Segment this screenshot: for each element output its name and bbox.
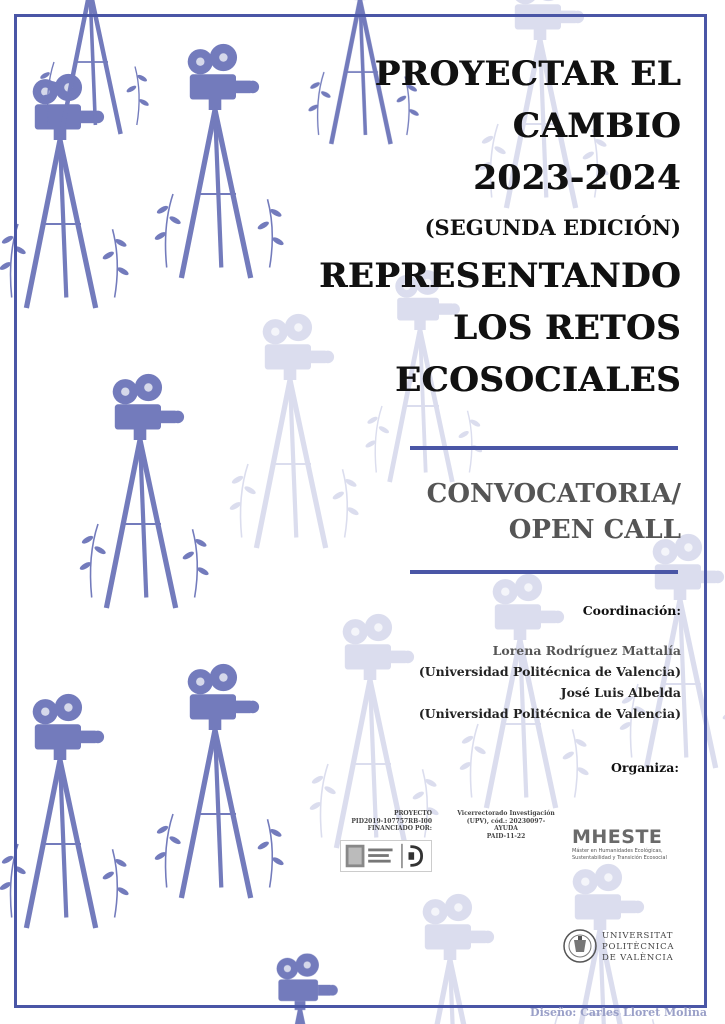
vice-line-1: Vicerrectorado Investigación	[457, 810, 555, 817]
upv-line-2: POLITÈCNICA	[602, 942, 675, 952]
mheste-sub-2: Sustentabilidad y Transición Ecosocial	[572, 854, 667, 861]
subtitle-line-3: ECOSOCIALES	[395, 360, 681, 400]
upv-name	[602, 931, 674, 964]
coordinator-name-2: José Luis Albelda	[560, 685, 681, 700]
edition-label: (SEGUNDA EDICIÓN)	[424, 215, 681, 240]
title-line-1: PROYECTAR EL	[374, 54, 681, 94]
upv-seal-icon	[562, 928, 598, 964]
divider-bottom	[410, 570, 678, 574]
open-call	[321, 476, 681, 548]
open-call-line-1: CONVOCATORIA/	[426, 479, 681, 509]
coordinator-affiliation-2: (Universidad Politécnica de Valencia)	[418, 706, 681, 721]
design-credit: Diseño: Carles Lloret Molina	[530, 1006, 707, 1019]
divider-top	[410, 446, 678, 450]
mheste-sub-1: Máster en Humanidades Ecológicas,	[572, 848, 663, 854]
coordinator-name-1: Lorena Rodríguez Mattalía	[492, 643, 681, 658]
title-line-2: CAMBIO	[512, 106, 681, 146]
coordinators-list	[321, 640, 681, 724]
mheste-logo	[572, 826, 682, 861]
subtitle-line-2: LOS RETOS	[452, 308, 681, 348]
funding-note	[340, 810, 432, 833]
coordinator-affiliation-1: (Universidad Politécnica de Valencia)	[418, 664, 681, 679]
ministry-logo	[340, 840, 432, 872]
subtitle-line-1: REPRESENTANDO	[319, 256, 681, 296]
open-call-line-2: OPEN CALL	[508, 515, 681, 545]
vicerrectorado-note	[456, 810, 556, 840]
vice-line-3: PAID-11-22	[486, 832, 526, 840]
coordination-label: Coordinación:	[582, 603, 681, 618]
upv-line-1: UNIVERSITAT	[602, 931, 674, 941]
vice-line-2: (UPV), cód.: 20230097-AYUDA	[466, 817, 546, 832]
title-block	[221, 48, 681, 406]
upv-line-3: DE VALÈNCIA	[602, 953, 674, 963]
organizer-label: Organiza:	[611, 760, 679, 775]
title-year: 2023-2024	[473, 158, 681, 198]
upv-logo	[562, 928, 682, 968]
funding-line-2: PID2019-107757RB-I00	[351, 817, 432, 825]
funding-line-3: FINANCIADO POR:	[367, 825, 432, 832]
funding-line-1: PROYECTO	[393, 810, 432, 817]
mheste-name: MHESTE	[572, 826, 663, 848]
